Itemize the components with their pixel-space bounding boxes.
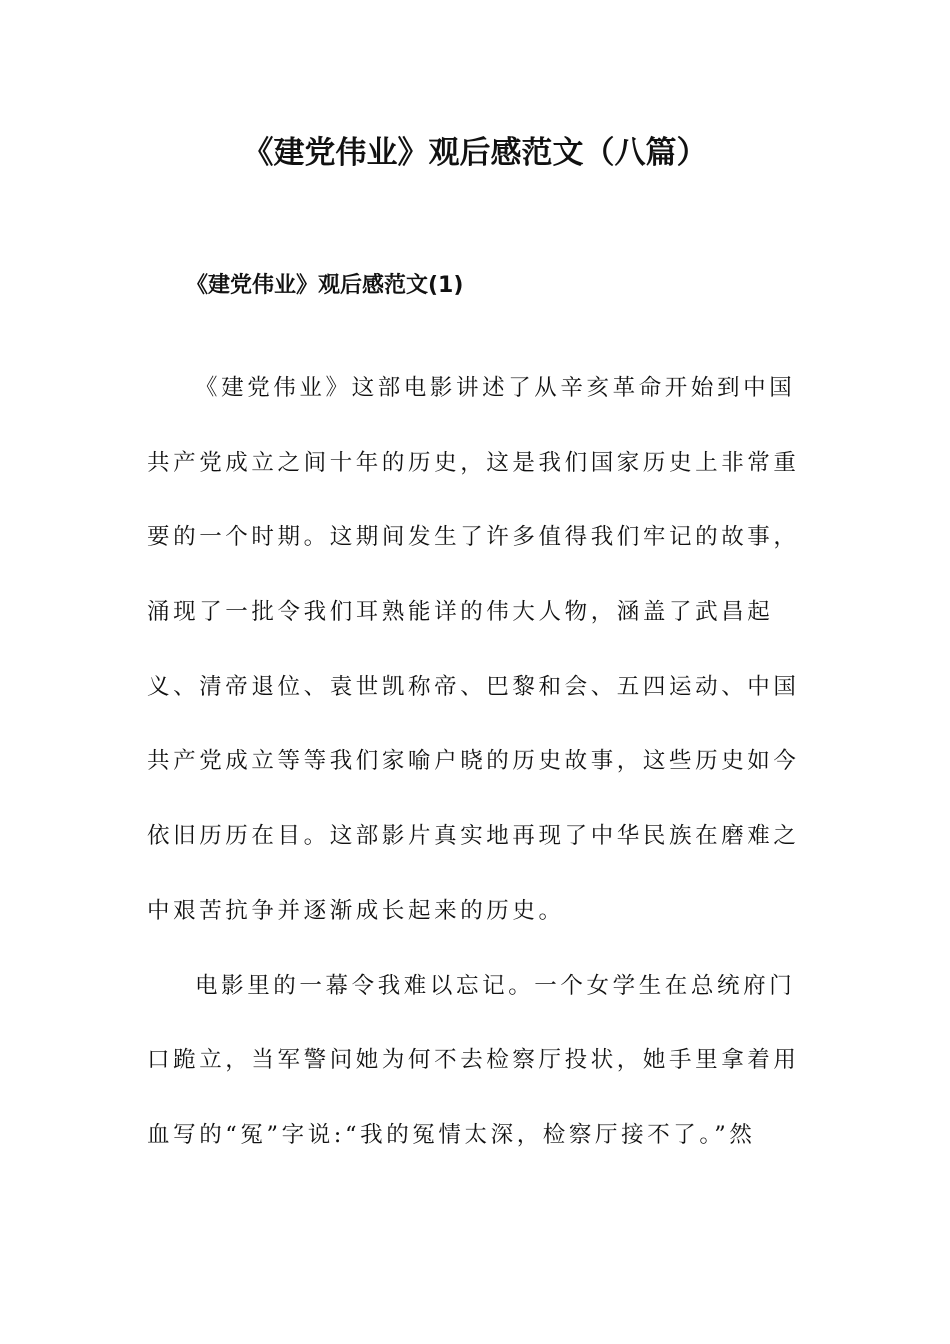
paragraph-line: 中艰苦抗争并逐渐成长起来的历史。 xyxy=(147,897,565,924)
paragraph-line: 共产党成立等等我们家喻户晓的历史故事，这些历史如今 xyxy=(147,748,800,775)
paragraph-line: 涌现了一批令我们耳熟能详的伟大人物，涵盖了武昌起 xyxy=(147,599,774,626)
paragraph-line: 血写的“冤”字说:“我的冤情太深，检察厅接不了。”然 xyxy=(147,1121,756,1148)
paragraph-line: 共产党成立之间十年的历史，这是我们国家历史上非常重 xyxy=(147,449,800,476)
paragraph-line: 依旧历历在目。这部影片真实地再现了中华民族在磨难之 xyxy=(147,823,800,850)
paragraph-line: 电影里的一幕令我难以忘记。一个女学生在总统府门 xyxy=(195,972,796,999)
paragraph-1 xyxy=(147,366,807,964)
document-title: 《建党伟业》观后感范文（八篇） xyxy=(242,135,708,171)
paragraph-line: 口跪立，当军警问她为何不去检察厅投状，她手里拿着用 xyxy=(147,1047,800,1074)
paragraph-line: 要的一个时期。这期间发生了许多值得我们牢记的故事， xyxy=(147,524,800,551)
paragraph-2 xyxy=(147,964,807,1188)
section-heading: 《建党伟业》观后感范文(1) xyxy=(186,273,464,298)
paragraph-line: 义、清帝退位、袁世凯称帝、巴黎和会、五四运动、中国 xyxy=(147,673,800,700)
paragraph-line: 《建党伟业》这部电影讲述了从辛亥革命开始到中国 xyxy=(195,375,796,401)
document-body xyxy=(147,366,807,1188)
